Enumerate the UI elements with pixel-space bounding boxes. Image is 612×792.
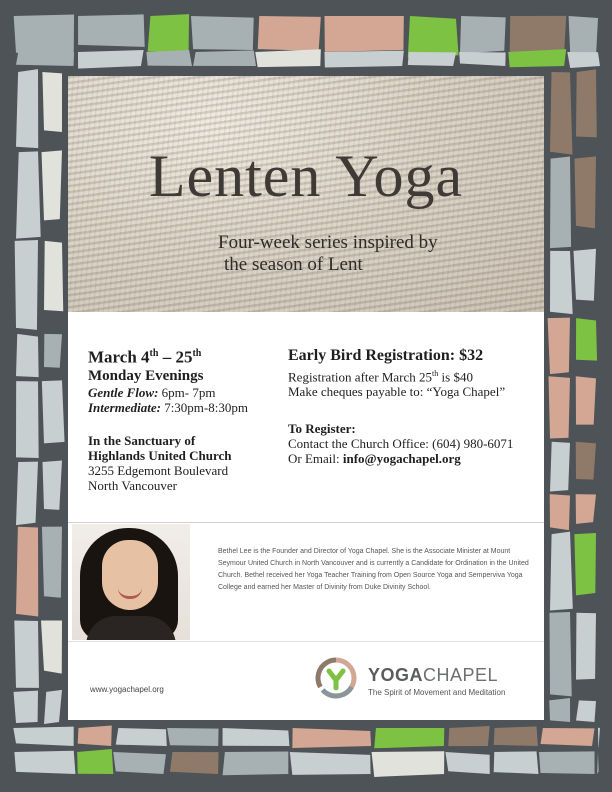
glass-tile xyxy=(14,621,39,688)
glass-tile xyxy=(541,728,595,746)
glass-tile xyxy=(193,50,256,66)
location-line-2: Highlands United Church xyxy=(88,447,232,463)
evenings-label: Monday Evenings xyxy=(88,367,204,384)
glass-tile xyxy=(16,334,39,377)
regular-price: Registration after March 25th is $40 xyxy=(288,369,473,385)
subtitle xyxy=(218,232,538,276)
glass-tile xyxy=(42,460,62,509)
glass-tile xyxy=(574,533,596,595)
glass-tile xyxy=(255,49,321,67)
brand-name: YOGACHAPEL xyxy=(368,665,499,685)
glass-tile xyxy=(550,532,573,611)
glass-tile xyxy=(408,16,459,57)
glass-tile xyxy=(408,52,456,66)
glass-tile xyxy=(223,728,290,746)
glass-tile xyxy=(16,462,38,525)
dates-heading: March 4th – 25th xyxy=(88,347,202,367)
glass-tile xyxy=(576,318,597,360)
glass-tile xyxy=(16,527,38,617)
registration-column xyxy=(288,346,538,466)
glass-tile xyxy=(16,69,38,148)
glass-tile xyxy=(576,69,597,137)
glass-tile xyxy=(42,72,62,132)
brand-block xyxy=(368,665,505,697)
location-street: 3255 Edgemont Boulevard xyxy=(88,462,229,478)
glass-tile xyxy=(15,240,38,330)
glass-tile xyxy=(16,151,41,238)
gentle-flow-time: Gentle Flow: 6pm- 7pm xyxy=(88,384,216,400)
glass-tile xyxy=(550,442,570,492)
glass-tile xyxy=(223,751,289,775)
instructor-bio: Bethel Lee is the Founder and Director of Yoga Chapel. She is the Associate Minister at Mount Seymour United Church in North Vancouver and is currently a Candidate for Ordination in the United Church. Bethel received her Yoga Teacher Training from Open Source Yoga and Semperviva Yoga College and earned her Master of Divinity from Duke Divinity School. xyxy=(218,548,529,591)
glass-tile xyxy=(14,691,38,723)
glass-tile xyxy=(539,751,595,774)
glass-tile xyxy=(550,157,571,249)
glass-tile xyxy=(13,727,73,746)
glass-tile xyxy=(292,728,371,748)
glass-tile xyxy=(576,700,596,722)
glass-tile xyxy=(16,381,39,458)
glass-tile xyxy=(494,726,538,746)
glass-tile xyxy=(324,51,403,68)
location-line-1: In the Sanctuary of xyxy=(88,432,196,448)
glass-tile xyxy=(508,49,566,67)
glass-tile xyxy=(148,14,189,51)
glass-tile xyxy=(290,752,371,775)
schedule-column xyxy=(88,344,288,493)
instructor-photo xyxy=(72,524,190,640)
footer-divider xyxy=(68,641,544,642)
glass-tile xyxy=(78,14,145,47)
glass-tile xyxy=(445,752,489,774)
glass-tile xyxy=(576,442,596,480)
glass-tile xyxy=(42,527,62,598)
glass-tile xyxy=(42,150,62,220)
register-phone: Contact the Church Office: (604) 980-6071 xyxy=(288,436,514,452)
glass-tile xyxy=(574,156,596,228)
subtitle-line-1: Four-week series inspired by xyxy=(218,232,438,253)
glass-tile xyxy=(44,334,62,368)
glass-tile xyxy=(44,241,63,311)
glass-tile xyxy=(550,72,572,155)
glass-tile xyxy=(598,728,600,749)
glass-tile xyxy=(42,380,65,443)
early-bird-price: Early Bird Registration: $32 xyxy=(288,347,484,364)
register-email: Or Email: info@yogachapel.org xyxy=(288,451,461,467)
register-heading: To Register: xyxy=(288,421,356,437)
glass-tile xyxy=(448,726,489,746)
glass-tile xyxy=(550,251,573,314)
glass-tile xyxy=(14,751,75,774)
glass-tile xyxy=(14,14,74,52)
glass-tile xyxy=(597,750,598,774)
website-link[interactable]: www.yogachapel.org xyxy=(90,685,164,694)
glass-tile xyxy=(78,50,144,69)
glass-tile xyxy=(549,376,570,438)
section-divider xyxy=(68,522,544,523)
glass-tile xyxy=(191,16,254,50)
glass-tile xyxy=(258,16,321,51)
glass-tile xyxy=(569,16,598,56)
glass-tile xyxy=(78,726,112,746)
email-link[interactable]: info@yogachapel.org xyxy=(342,451,461,467)
glass-tile xyxy=(576,376,596,424)
glass-tile xyxy=(567,52,600,68)
cheques-note: Make cheques payable to: “Yoga Chapel” xyxy=(288,384,506,400)
glass-tile xyxy=(549,612,571,696)
glass-tile xyxy=(372,751,445,777)
brand-tagline: The Spirit of Movement and Meditation xyxy=(368,688,506,697)
glass-tile xyxy=(16,52,74,66)
glass-tile xyxy=(146,50,192,66)
glass-tile xyxy=(41,620,62,673)
page-title: Lenten Yoga xyxy=(148,143,464,209)
glass-tile xyxy=(576,494,596,524)
glass-tile xyxy=(113,752,166,774)
glass-tile xyxy=(460,16,506,53)
glass-tile xyxy=(576,613,596,680)
glass-tile xyxy=(44,690,62,724)
intermediate-time: Intermediate: 7:30pm-8:30pm xyxy=(88,399,248,415)
glass-tile xyxy=(494,751,539,774)
glass-tile xyxy=(548,318,570,374)
glass-tile xyxy=(167,728,218,746)
subtitle-line-2: the season of Lent xyxy=(224,254,363,275)
poster-panel xyxy=(68,76,544,720)
glass-tile xyxy=(549,698,570,722)
glass-tile xyxy=(170,752,219,774)
glass-tile xyxy=(116,728,167,746)
sand-hero-image xyxy=(68,76,544,312)
glass-tile xyxy=(459,52,506,66)
glass-tile xyxy=(573,249,596,301)
yoga-chapel-logo-icon xyxy=(314,656,358,700)
location-city: North Vancouver xyxy=(88,477,177,493)
glass-tile xyxy=(374,728,444,748)
glass-tile xyxy=(77,749,113,774)
glass-tile xyxy=(550,494,570,530)
glass-tile xyxy=(324,16,403,52)
